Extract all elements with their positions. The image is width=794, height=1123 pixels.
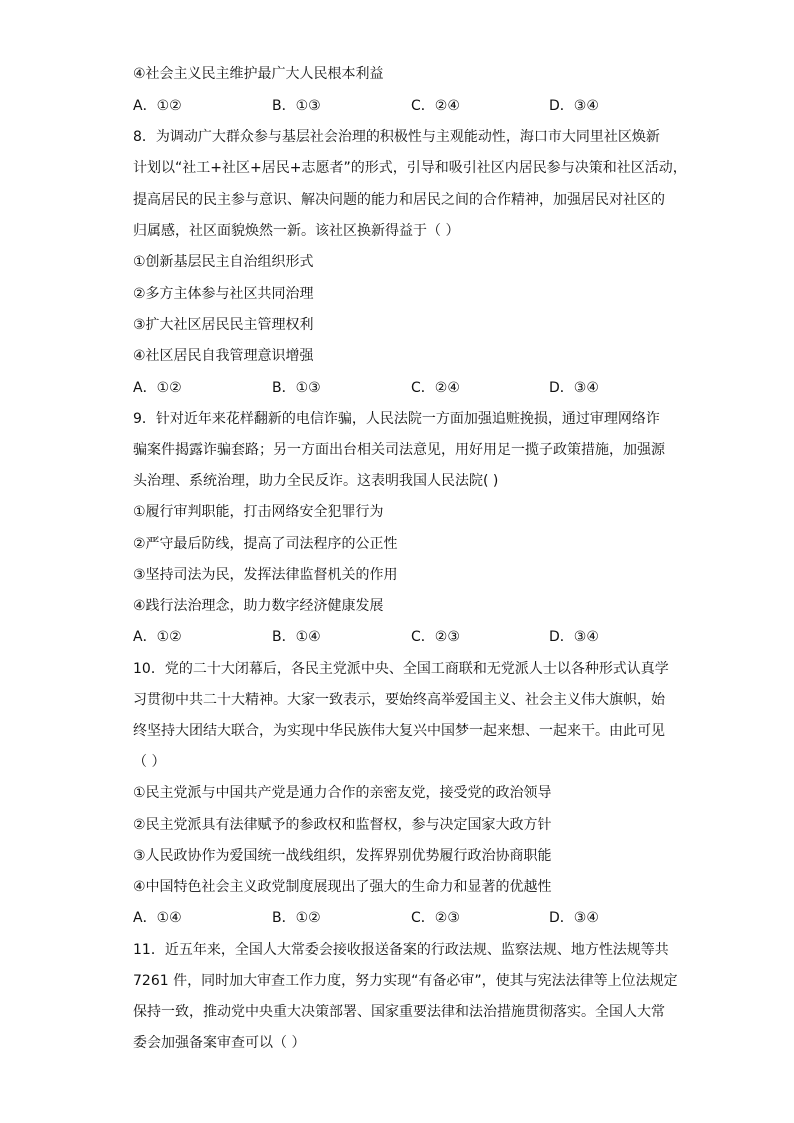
q9-item-4: ④践行法治理念，助力数字经济健康发展 <box>133 598 384 614</box>
q8-item-1: ①创新基层民主自治组织形式 <box>133 254 314 270</box>
q10-option-c: C．②③ <box>411 910 460 926</box>
q8-option-c: C．②④ <box>411 380 460 396</box>
q7-option-d: D．③④ <box>549 98 599 114</box>
q9-options <box>133 627 673 647</box>
q7-option-c: C．②④ <box>411 98 460 114</box>
q10-stem-line-4: （ ） <box>133 754 166 770</box>
q9-item-2: ②严守最后防线，提高了司法程序的公正性 <box>133 536 398 552</box>
q10-option-d: D．③④ <box>549 910 599 926</box>
q8-item-4: ④社区居民自我管理意识增强 <box>133 348 314 364</box>
q9-item-3: ③坚持司法为民，发挥法律监督机关的作用 <box>133 567 398 583</box>
q11-stem-line-1: 11．近五年来，全国人大常委会接收报送备案的行政法规、监察法规、地方性法规等共 <box>133 942 669 958</box>
q10-item-4: ④中国特色社会主义政党制度展现出了强大的生命力和显著的优越性 <box>133 879 552 895</box>
q9-option-a: A．①② <box>133 629 182 645</box>
q9-item-1: ①履行审判职能，打击网络安全犯罪行为 <box>133 504 384 520</box>
q7-options <box>133 96 673 116</box>
q9-stem-line-1: 9．针对近年来花样翻新的电信诈骗，人民法院一方面加强追赃挽损，通过审理网络诈 <box>133 411 660 427</box>
q8-option-d: D．③④ <box>549 380 599 396</box>
q8-option-a: A．①② <box>133 380 182 396</box>
q10-stem-line-3: 终坚持大团结大联合，为实现中华民族伟大复兴中国梦一起来想、一起来干。由此可见 <box>133 723 665 739</box>
q10-item-3: ③人民政协作为爱国统一战线组织，发挥界别优势履行政治协商职能 <box>133 848 552 864</box>
q10-stem-line-1: 10．党的二十大闭幕后，各民主党派中央、全国工商联和无党派人士以各种形式认真学 <box>133 661 669 677</box>
q8-stem-line-3: 提高居民的民主参与意识、解决问题的能力和居民之间的合作精神，加强居民对社区的 <box>133 192 665 208</box>
q7-item-4: ④社会主义民主维护最广大人民根本利益 <box>133 66 384 82</box>
q10-stem-line-2: 习贯彻中共二十大精神。大家一致表示，要始终高举爱国主义、社会主义伟大旗帜，始 <box>133 692 665 708</box>
q9-stem-line-2: 骗案件揭露诈骗套路；另一方面出台相关司法意见，用好用足一揽子政策措施，加强源 <box>133 442 665 458</box>
q10-options <box>133 908 673 928</box>
q9-option-c: C．②③ <box>411 629 460 645</box>
q10-item-1: ①民主党派与中国共产党是通力合作的亲密友党，接受党的政治领导 <box>133 785 552 801</box>
q8-item-2: ②多方主体参与社区共同治理 <box>133 286 314 302</box>
q8-item-3: ③扩大社区居民民主管理权利 <box>133 317 314 333</box>
q7-option-b: B．①③ <box>272 98 321 114</box>
q8-stem-line-2: 计划以“社工+社区+居民+志愿者”的形式，引导和吸引社区内居民参与决策和社区活动， <box>133 160 687 176</box>
q11-stem-line-3: 保持一致，推动党中央重大决策部署、国家重要法律和法治措施贯彻落实。全国人大常 <box>133 1004 665 1020</box>
q8-stem-line-4: 归属感，社区面貌焕然一新。该社区换新得益于（ ） <box>133 223 460 239</box>
q9-option-d: D．③④ <box>549 629 599 645</box>
q8-stem-line-1: 8．为调动广大群众参与基层社会治理的积极性与主观能动性，海口市大同里社区焕新 <box>133 129 660 145</box>
q9-option-b: B．①④ <box>272 629 321 645</box>
q8-options <box>133 378 673 398</box>
q11-stem-line-4: 委会加强备案审查可以（ ） <box>133 1035 306 1051</box>
q10-item-2: ②民主党派具有法律赋予的参政权和监督权，参与决定国家大政方针 <box>133 817 552 833</box>
q11-stem-line-2: 7261 件，同时加大审查工作力度，努力实现“有备必审”，使其与宪法法律等上位法规定 <box>133 973 678 989</box>
q7-option-a: A．①② <box>133 98 182 114</box>
q8-option-b: B．①③ <box>272 380 321 396</box>
q10-option-a: A．①④ <box>133 910 182 926</box>
q9-stem-line-3: 头治理、系统治理，助力全民反诈。这表明我国人民法院( ) <box>133 473 499 489</box>
q10-option-b: B．①② <box>272 910 321 926</box>
